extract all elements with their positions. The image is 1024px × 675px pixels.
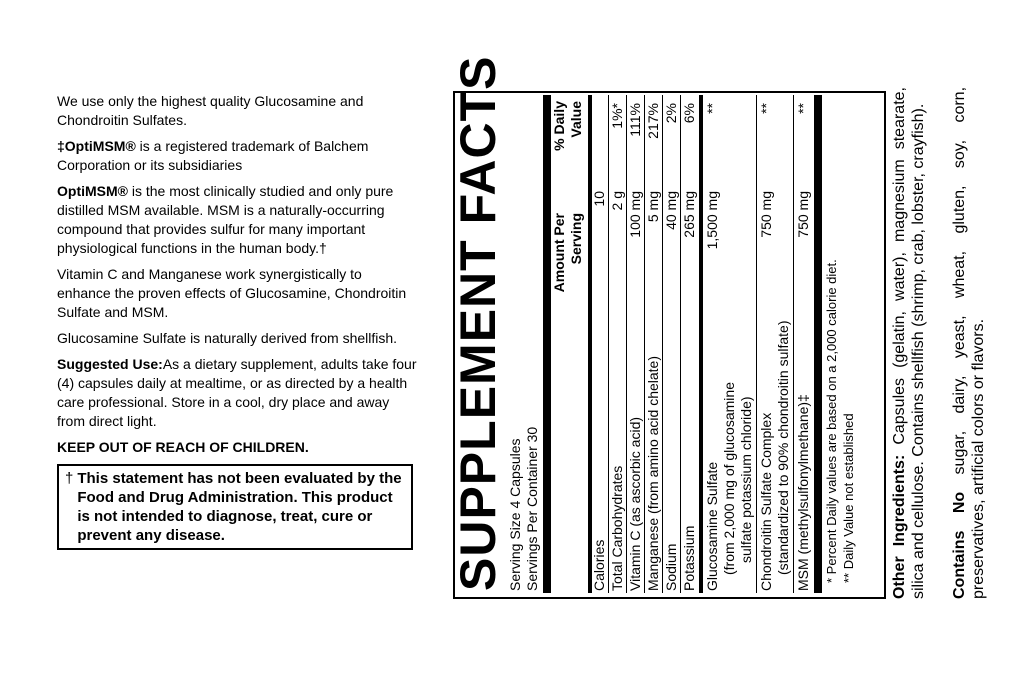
serving-size: Serving Size 4 Capsules	[507, 438, 523, 591]
optimsm-description	[57, 182, 419, 258]
nutrient-name: Calories	[591, 539, 607, 591]
quality-statement: We use only the highest quality Glucosamine and Chondroitin Sulfates.	[57, 93, 364, 128]
nutrient-amount: 265 mg	[681, 191, 697, 238]
other-ingredients-text: Capsules (gelatin, water), magnesium stearate, silica and cellulose. Contains shellfish (shrimp, crab, lobster, crayfish).	[891, 87, 927, 599]
chondroitin-name: Chondroitin Sulfate Complex	[758, 412, 774, 591]
nutrient-amount: 10	[591, 191, 607, 207]
daily-value-header: % Daily Value	[551, 101, 584, 151]
nutrient-dv: 1%*	[609, 103, 625, 129]
suggested-use-label: Suggested Use:	[57, 356, 163, 372]
chondroitin-amount: 750 mg	[758, 191, 774, 238]
chondroitin-standard-text: (standardized to 90% chondroitin sulfate)	[775, 320, 791, 575]
glucosamine-dv: **	[704, 103, 720, 114]
glucosamine-source-line1: (from 2,000 mg of glucosamine	[721, 382, 737, 575]
nutrient-dv: 2%	[663, 103, 679, 124]
rotated-label-panel	[450, 55, 987, 599]
glucosamine-source-line2: sulfate potassium chloride)	[738, 396, 754, 563]
contains-no-label: Contains No	[951, 491, 968, 599]
nutrient-name: Total Carbohydrates	[609, 465, 625, 591]
nutrient-row	[663, 95, 680, 593]
trademark-mark: ‡OptiMSM®	[57, 138, 136, 154]
footnote-percent-dv: * Percent Daily values are based on a 2,000 calorie diet.	[824, 259, 839, 583]
shellfish-statement: Glucosamine Sulfate is naturally derived from shellfish.	[57, 330, 398, 346]
fda-disclaimer-text: This statement has not been evaluated by the Food and Drug Administration. This product is not intended to diagnose, treat, cure or prevent any disease.	[77, 470, 402, 544]
nutrient-row	[681, 95, 698, 593]
nutrient-dv: 217%	[645, 103, 661, 139]
dagger-symbol: †	[65, 470, 74, 487]
nutrient-amount: 5 mg	[645, 191, 661, 223]
thick-divider-middle	[699, 95, 703, 593]
left-text-column	[57, 92, 419, 550]
msm-row	[795, 95, 812, 593]
nutrient-amount: 2 g	[609, 191, 625, 211]
glucosamine-source	[738, 95, 755, 593]
suggested-use	[57, 355, 419, 431]
contains-no-text: sugar, dairy, yeast, wheat, gluten, soy, corn, preservatives, artificial colors or flavors.	[951, 86, 987, 599]
msm-amount: 750 mg	[795, 191, 811, 238]
nutrient-row	[645, 95, 662, 593]
chondroitin-row	[758, 95, 775, 593]
trademark-text: is a registered trademark of Balchem Corporation or its subsidiaries	[57, 138, 369, 173]
fda-disclaimer-box	[57, 464, 413, 550]
nutrient-row	[591, 95, 608, 593]
nutrient-name: Manganese (from amino acid chelate)	[645, 355, 661, 591]
keep-out-warning	[57, 438, 419, 457]
nutrient-dv: 111%	[627, 103, 643, 137]
thick-divider-top	[543, 95, 551, 593]
footnote-dv-not-established: ** Daily Value not established	[841, 413, 856, 583]
other-ingredients-label: Other Ingredients:	[891, 454, 908, 599]
supplement-facts-panel	[450, 55, 886, 599]
chondroitin-standard	[775, 95, 792, 593]
nutrient-dv: 6%	[681, 103, 697, 124]
nutrient-row	[609, 95, 626, 593]
msm-name: MSM (methylsulfonylmethane)‡	[795, 394, 811, 591]
amount-per-serving-header: Amount Per Serving	[551, 213, 584, 293]
nutrient-amount: 100 mg	[627, 191, 643, 238]
nutrient-name: Potassium	[681, 525, 697, 591]
glucosamine-name: Glucosamine Sulfate	[704, 461, 720, 591]
nutrient-row	[627, 95, 644, 593]
glucosamine-row	[704, 95, 721, 593]
facts-title: SUPPLEMENT FACTS	[450, 55, 506, 591]
nutrient-amount: 40 mg	[663, 191, 679, 230]
keep-out-text: KEEP OUT OF REACH OF CHILDREN.	[57, 439, 309, 455]
servings-per-container: Servings Per Container 30	[524, 426, 540, 591]
trademark-note	[57, 137, 419, 175]
glucosamine-source	[721, 95, 738, 593]
row-divider	[793, 95, 794, 593]
msm-dv: **	[795, 103, 811, 114]
contains-no	[950, 87, 988, 599]
synergy-statement: Vitamin C and Manganese work synergistically to enhance the proven effects of Glucosamine, Chondroitin Sulfate and MSM.	[57, 266, 407, 320]
thick-divider-bottom	[814, 95, 822, 593]
nutrient-name: Vitamin C (as ascorbic acid)	[627, 416, 643, 591]
optimsm-bold: OptiMSM®	[57, 183, 128, 199]
row-divider	[756, 95, 757, 593]
chondroitin-dv: **	[758, 103, 774, 114]
glucosamine-amount: 1,500 mg	[704, 191, 720, 250]
other-ingredients	[890, 87, 928, 599]
optimsm-text: is the most clinically studied and only pure distilled MSM available. MSM is a naturally-occurring compound that provides sulfur for many important physiological functions in the human body.†	[57, 183, 394, 256]
nutrient-name: Sodium	[663, 543, 679, 591]
suggested-use-text: As a dietary supplement, adults take four (4) capsules daily at mealtime, or as directed by a health care professional. Store in a cool, dry place and away from direct light.	[57, 356, 417, 429]
